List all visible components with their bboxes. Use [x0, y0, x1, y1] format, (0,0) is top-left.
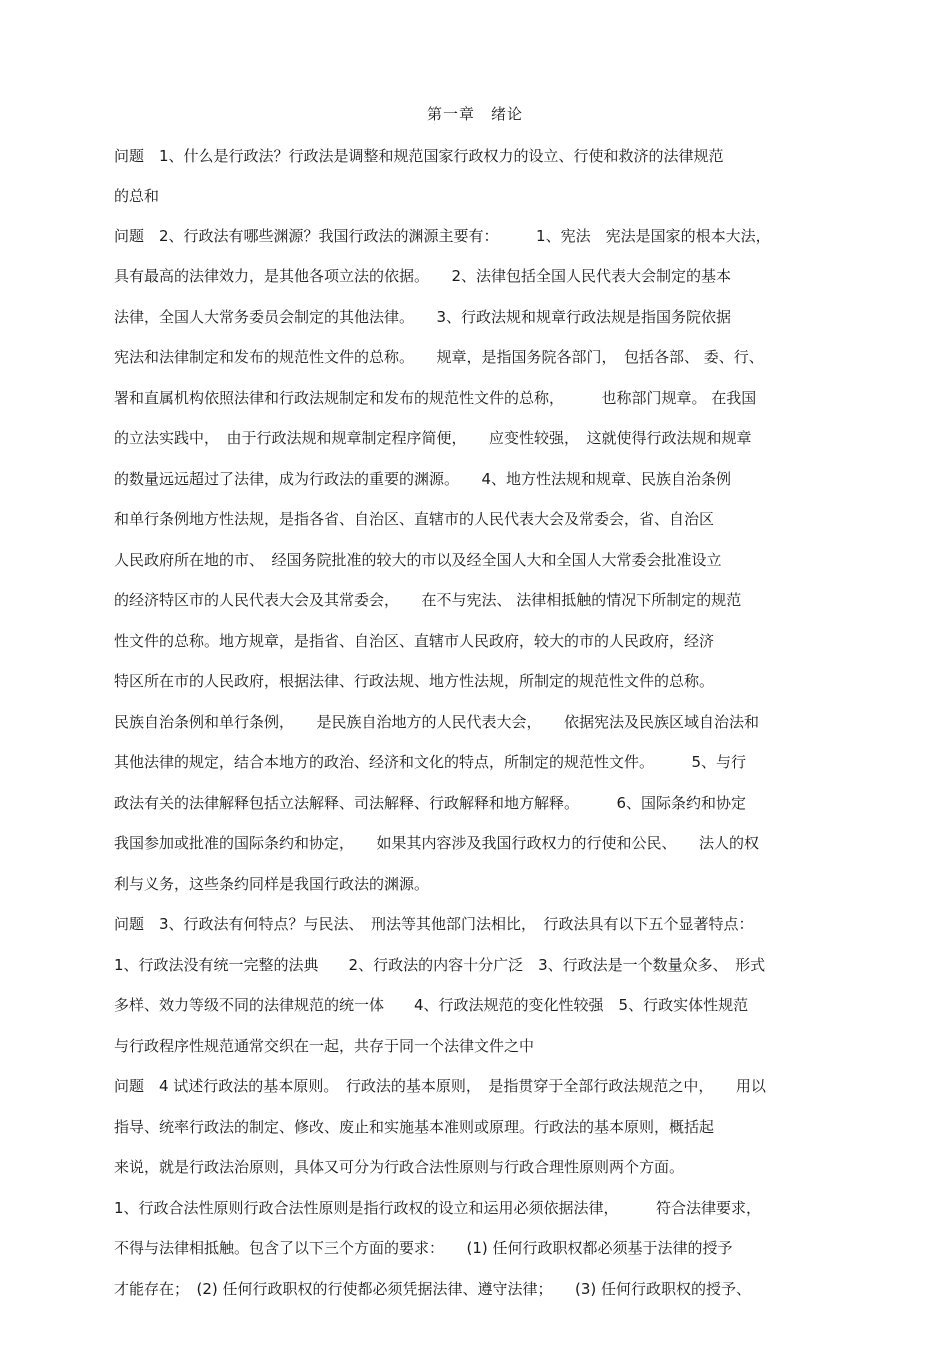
text-line: 1、行政合法性原则行政合法性原则是指行政权的设立和运用必须依据法律， 符合法律要求， — [114, 1199, 762, 1217]
text-line: 政法有关的法律解释包括立法解释、司法解释、行政解释和地方解释。 6、国际条约和协定 — [114, 794, 747, 812]
text-line: 和单行条例地方性法规，是指各省、自治区、直辖市的人民代表大会及常委会，省、自治区 — [114, 510, 715, 528]
text-line: 人民政府所在地的市、 经国务院批准的较大的市以及经全国人大和全国人大常委会批准设立 — [114, 551, 722, 569]
text-line: 才能存在； (2) 任何行政职权的行使都必须凭据法律、遵守法律； (3) 任何行政职权的授予、 — [114, 1280, 752, 1298]
text-line: 不得与法律相抵触。包含了以下三个方面的要求： (1) 任何行政职权都必须基于法律的授予 — [114, 1239, 733, 1257]
text-line: 多样、效力等级不同的法律规范的统一体 4、行政法规范的变化性较强 5、行政实体性规范 — [114, 996, 749, 1014]
text-line: 宪法和法律制定和发布的规范性文件的总称。 规章，是指国务院各部门， 包括各部、 委、行、 — [114, 348, 764, 366]
text-line: 其他法律的规定，结合本地方的政治、经济和文化的特点，所制定的规范性文件。 5、与行 — [114, 753, 747, 771]
text-line: 与行政程序性规范通常交织在一起，共存于同一个法律文件之中 — [114, 1037, 535, 1055]
text-line: 法律，全国人大常务委员会制定的其他法律。 3、行政法规和规章行政法规是指国务院依据 — [114, 308, 732, 326]
text-line: 我国参加或批准的国际条约和协定， 如果其内容涉及我国行政权力的行使和公民、 法人的权 — [114, 834, 760, 852]
text-line: 来说，就是行政法治原则，具体又可分为行政合法性原则与行政合理性原则两个方面。 — [114, 1158, 685, 1176]
text-line: 特区所在市的人民政府，根据法律、行政法规、地方性法规，所制定的规范性文件的总称。 — [114, 672, 715, 690]
chapter-title: 第一章 绪论 — [426, 105, 523, 123]
text-line: 的经济特区市的人民代表大会及其常委会， 在不与宪法、 法律相抵触的情况下所制定的规范 — [114, 591, 742, 609]
text-line: 问题 2、行政法有哪些渊源？我国行政法的渊源主要有： 1、宪法 宪法是国家的根本大法， — [114, 227, 771, 245]
text-line: 署和直属机构依照法律和行政法规制定和发布的规范性文件的总称， 也称部门规章。 在我国 — [114, 389, 757, 407]
text-line: 民族自治条例和单行条例， 是民族自治地方的人民代表大会， 依据宪法及民族区域自治法和 — [114, 713, 760, 731]
text-line: 问题 4 试述行政法的基本原则。 行政法的基本原则， 是指贯穿于全部行政法规范之中， 用以 — [114, 1077, 766, 1095]
text-line: 指导、统率行政法的制定、修改、废止和实施基本准则或原理。行政法的基本原则，概括起 — [114, 1118, 715, 1136]
text-line: 1、行政法没有统一完整的法典 2、行政法的内容十分广泛 3、行政法是一个数量众多、 形式 — [114, 956, 766, 974]
text-line: 的数量远远超过了法律，成为行政法的重要的渊源。 4、地方性法规和规章、民族自治条例 — [114, 470, 732, 488]
text-line: 问题 3、行政法有何特点？与民法、 刑法等其他部门法相比， 行政法具有以下五个显著特点： — [114, 915, 754, 933]
text-line: 性文件的总称。地方规章，是指省、自治区、直辖市人民政府，较大的市的人民政府，经济 — [114, 632, 715, 650]
text-line: 具有最高的法律效力，是其他各项立法的依据。 2、法律包括全国人民代表大会制定的基本 — [114, 267, 732, 285]
text-line: 问题 1、什么是行政法？行政法是调整和规范国家行政权力的设立、行使和救济的法律规范 — [114, 147, 724, 165]
text-line: 的总和 — [114, 187, 160, 205]
text-line: 利与义务，这些条约同样是我国行政法的渊源。 — [114, 875, 430, 893]
text-line: 的立法实践中， 由于行政法规和规章制定程序简便， 应变性较强， 这就使得行政法规和规章 — [114, 429, 752, 447]
